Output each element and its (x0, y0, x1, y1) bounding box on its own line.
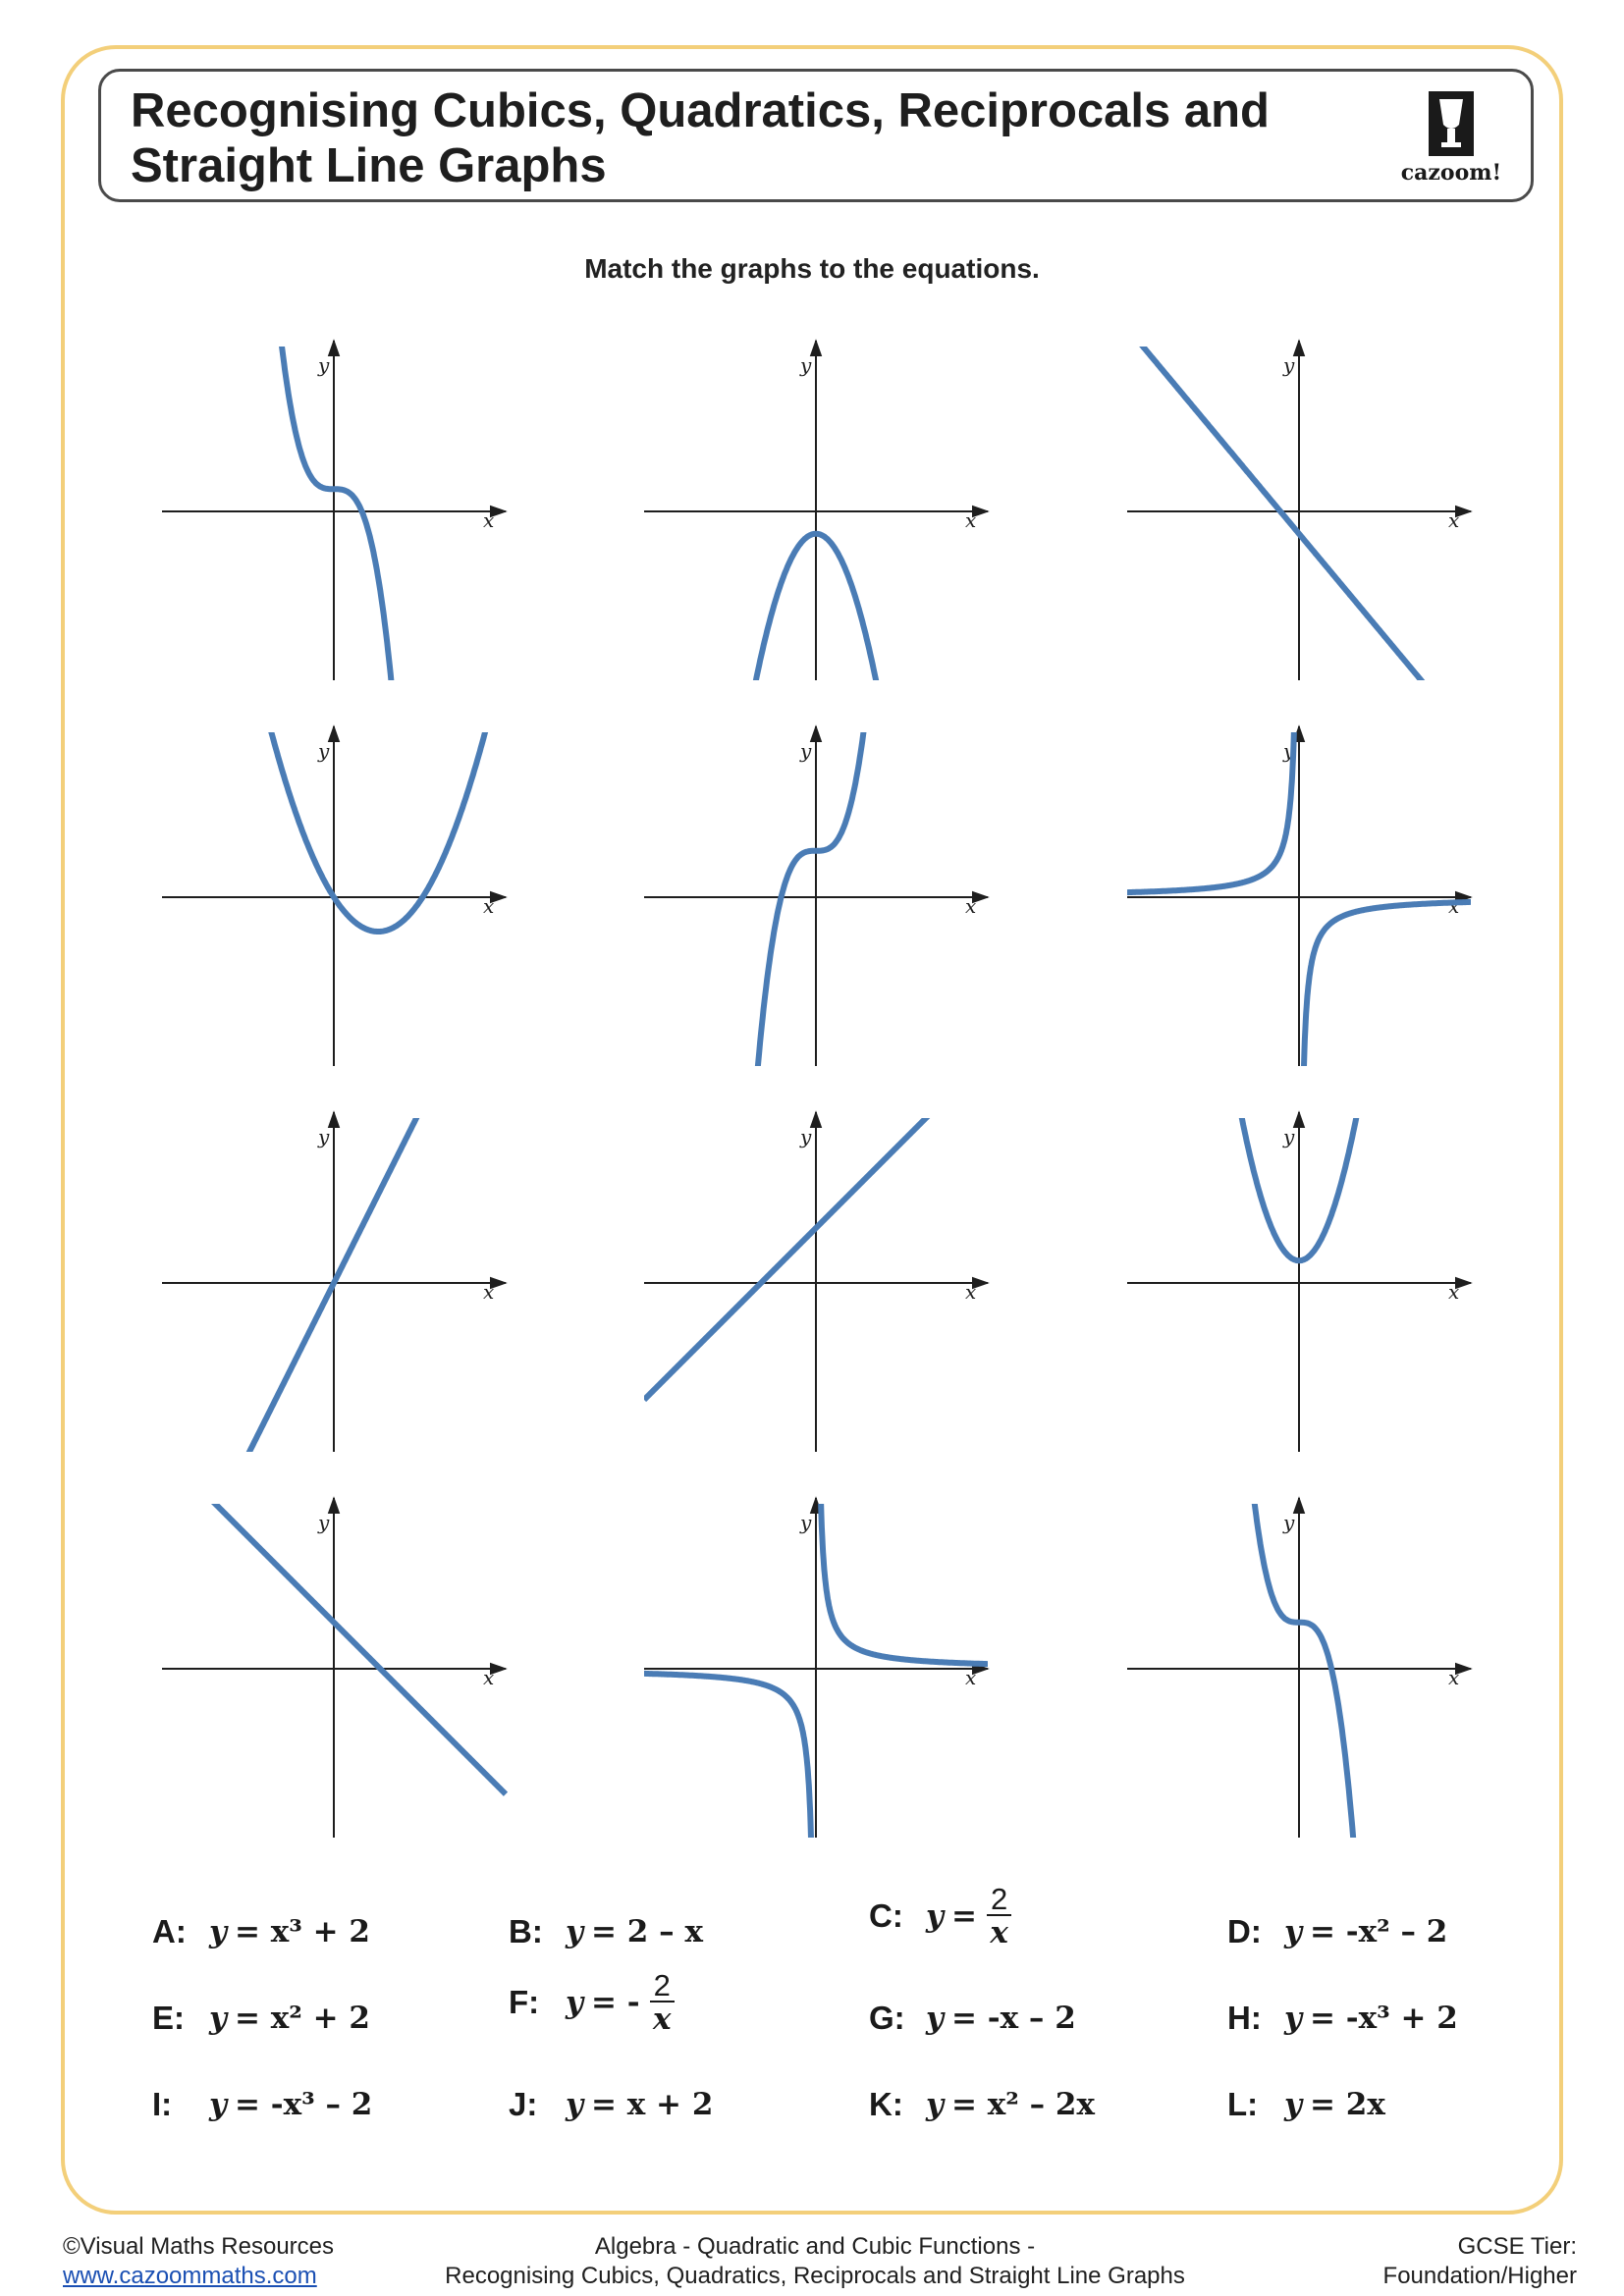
y-axis-label: y (800, 353, 812, 377)
equation-expression (566, 1970, 675, 2035)
equation-lhs: y (209, 2001, 228, 2036)
equation-letter: E: (152, 2000, 185, 2036)
equation-rhs: = x + 2 (591, 2087, 714, 2122)
equation-k (869, 2075, 1095, 2134)
x-axis-label: x (1448, 1280, 1460, 1304)
x-axis-label: x (965, 894, 977, 918)
equation-h (1227, 1989, 1458, 2048)
graph-curve (817, 982, 988, 1664)
x-axis-label: x (483, 508, 495, 532)
copyright-text: ©Visual Maths Resources (63, 2233, 335, 2260)
footer-left (63, 2232, 334, 2291)
fraction-denominator: x (653, 2002, 672, 2037)
equation-rhs: = -x² – 2 (1310, 1914, 1448, 1949)
equation-expression (926, 1884, 1011, 1949)
x-axis-label: x (965, 1280, 977, 1304)
equation-lhs: y (566, 1985, 584, 2020)
equation-g (869, 1989, 1076, 2048)
equation-expression (1284, 2001, 1458, 2036)
y-axis-label: y (1283, 739, 1295, 763)
fraction-numerator: 2 (650, 1970, 675, 2002)
equation-lhs: y (566, 1914, 584, 1949)
equation-lhs: y (1284, 2087, 1303, 2122)
equation-expression (209, 2087, 372, 2122)
topic-line-1: Algebra - Quadratic and Cubic Functions - (594, 2233, 1036, 2260)
equation-expression (926, 2001, 1076, 2036)
equation-rhs: = -x³ – 2 (235, 2087, 373, 2122)
equation-f (509, 1968, 675, 2037)
title-line-2: Straight Line Graphs (131, 139, 607, 192)
equation-l (1227, 2075, 1385, 2134)
x-axis-label: x (483, 1280, 495, 1304)
equation-rhs: = x² + 2 (235, 2001, 370, 2036)
y-axis-label: y (800, 1125, 812, 1148)
equation-rhs: = 2 – x (591, 1914, 703, 1949)
equation-rhs: = -x – 2 (951, 2001, 1076, 2036)
equation-letter: F: (509, 1984, 540, 2020)
equation-expression (566, 1914, 703, 1949)
footer-topic (393, 2232, 1237, 2291)
equation-letter: A: (152, 1913, 187, 1949)
y-axis-label: y (1283, 1511, 1295, 1534)
equation-letter: G: (869, 2000, 905, 2036)
equation-rhs: = - (591, 1985, 640, 2020)
equation-letter: B: (509, 1913, 543, 1949)
graph-curve (1300, 902, 1471, 1584)
website-link[interactable]: www.cazoommaths.com (63, 2263, 317, 2289)
y-axis-label: y (318, 1125, 330, 1148)
equation-letter: L: (1227, 2086, 1259, 2122)
equation-lhs: y (209, 2087, 228, 2122)
y-axis-label: y (318, 353, 330, 377)
y-axis-label: y (1283, 353, 1295, 377)
tier-line-1: GCSE Tier: (1457, 2233, 1577, 2260)
graph-r4c1 (162, 1451, 506, 1838)
equation-lhs: y (926, 1898, 945, 1934)
equation-expression (209, 2001, 370, 2036)
x-axis-label: x (965, 508, 977, 532)
graph-curve (1127, 210, 1298, 892)
title-line-1: Recognising Cubics, Quadratics, Reciprocals and (131, 84, 1270, 137)
equation-lhs: y (209, 1914, 228, 1949)
y-axis-label: y (800, 1511, 812, 1534)
equation-letter: K: (869, 2086, 903, 2122)
topic-line-2: Recognising Cubics, Quadratics, Reciprocals and Straight Line Graphs (445, 2263, 1185, 2289)
equation-rhs: = 2x (1310, 2087, 1385, 2122)
equation-rhs: = x³ + 2 (235, 1914, 370, 1949)
equation-lhs: y (926, 2087, 945, 2122)
equation-rhs: = -x³ + 2 (1310, 2001, 1458, 2036)
equation-lhs: y (566, 2087, 584, 2122)
x-axis-label: x (483, 1666, 495, 1689)
graph-r1c3 (1127, 328, 1471, 740)
equation-expression (566, 2087, 713, 2122)
equation-rhs: = (951, 1898, 977, 1934)
equation-letter: C: (869, 1897, 903, 1934)
fraction (650, 1970, 675, 2035)
y-axis-label: y (318, 1511, 330, 1534)
instruction: Match the graphs to the equations. (584, 253, 1040, 284)
x-axis-label: x (483, 894, 495, 918)
equation-i (152, 2075, 372, 2134)
graph-curve (644, 1674, 815, 1865)
equation-d (1227, 1902, 1447, 1961)
equation-b (509, 1902, 703, 1961)
equation-lhs: y (1284, 2001, 1303, 2036)
x-axis-label: x (1448, 508, 1460, 532)
equation-expression (209, 1914, 370, 1949)
logo-text: cazoom! (1400, 160, 1502, 186)
equation-lhs: y (1284, 1914, 1303, 1949)
tier-line-2: Foundation/Higher (1382, 2263, 1577, 2289)
fraction (987, 1884, 1011, 1949)
equation-expression (926, 2087, 1095, 2122)
equation-letter: H: (1227, 2000, 1262, 2036)
x-axis-label: x (965, 1666, 977, 1689)
y-axis-label: y (800, 739, 812, 763)
equation-j (509, 2075, 713, 2134)
fraction-numerator: 2 (987, 1884, 1011, 1916)
footer-tier (1383, 2232, 1577, 2291)
x-axis-label: x (1448, 894, 1460, 918)
equation-e (152, 1989, 370, 2048)
equation-letter: D: (1227, 1913, 1262, 1949)
equation-letter: J: (509, 2086, 538, 2122)
graph-layer (162, 0, 1471, 1865)
equation-a (152, 1902, 370, 1961)
equation-expression (1284, 1914, 1447, 1949)
y-axis-label: y (318, 739, 330, 763)
fraction-denominator: x (990, 1915, 1008, 1950)
equation-rhs: = x² – 2x (951, 2087, 1095, 2122)
equation-lhs: y (926, 2001, 945, 2036)
graph-r3c2 (644, 1056, 988, 1452)
equation-expression (1284, 2087, 1385, 2122)
x-axis-label: x (1448, 1666, 1460, 1689)
equation-letter: I: (152, 2086, 173, 2122)
y-axis-label: y (1283, 1125, 1295, 1148)
equation-c (869, 1882, 1011, 1950)
